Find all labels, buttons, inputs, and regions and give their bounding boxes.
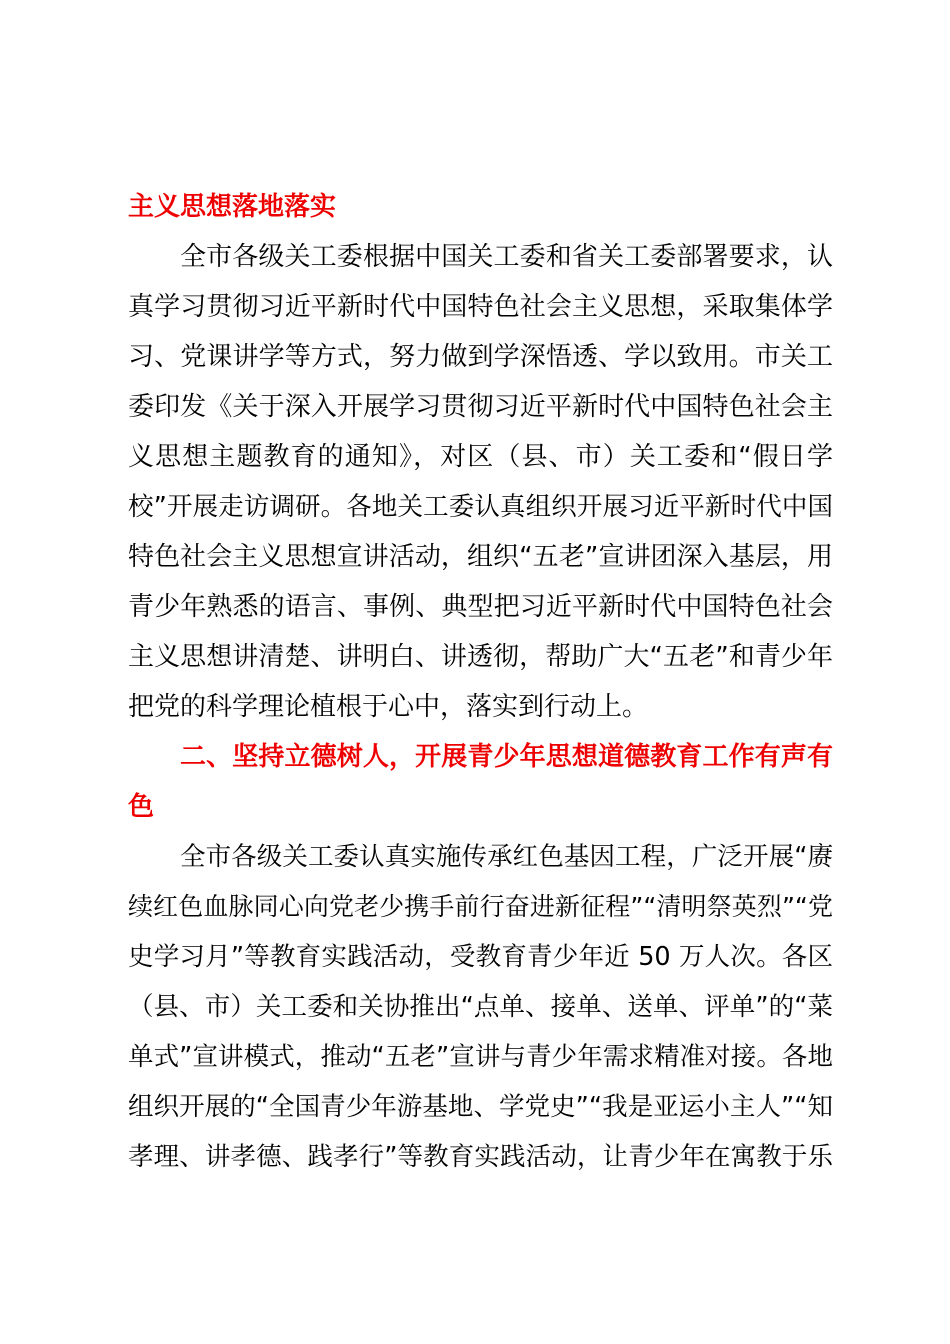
paragraph-line: 史学习月”等教育实践活动，受教育青少年近 50 万人次。各区 bbox=[128, 942, 833, 972]
paragraph-line: （县、市）关工委和关协推出“点单、接单、送单、评单”的“菜 bbox=[128, 992, 833, 1022]
paragraph-line: 主义思想讲清楚、讲明白、讲透彻，帮助广大“五老”和青少年 bbox=[128, 642, 833, 672]
paragraph-line: 全市各级关工委认真实施传承红色基因工程，广泛开展“赓 bbox=[180, 842, 833, 872]
section-heading: 色 bbox=[128, 792, 155, 822]
paragraph-line: 单式”宣讲模式，推动“五老”宣讲与青少年需求精准对接。各地 bbox=[128, 1042, 833, 1072]
paragraph-line: 孝理、讲孝德、践孝行”等教育实践活动，让青少年在寓教于乐 bbox=[128, 1142, 833, 1172]
paragraph-line: 特色社会主义思想宣讲活动，组织“五老”宣讲团深入基层，用 bbox=[128, 542, 833, 572]
paragraph-line: 青少年熟悉的语言、事例、典型把习近平新时代中国特色社会 bbox=[128, 592, 833, 622]
paragraph-line: 义思想主题教育的通知》，对区（县、市）关工委和“假日学 bbox=[128, 442, 833, 472]
continued-heading: 主义思想落地落实 bbox=[128, 192, 337, 222]
paragraph-line: 组织开展的“全国青少年游基地、学党史”“我是亚运小主人”“知 bbox=[128, 1092, 833, 1122]
paragraph-line: 续红色血脉同心向党老少携手前行奋进新征程”“清明祭英烈”“党 bbox=[128, 892, 833, 921]
paragraph-line: 全市各级关工委根据中国关工委和省关工委部署要求，认 bbox=[180, 242, 833, 272]
section-heading: 二、坚持立德树人，开展青少年思想道德教育工作有声有 bbox=[180, 742, 833, 772]
paragraph-line: 校”开展走访调研。各地关工委认真组织开展习近平新时代中国 bbox=[128, 492, 833, 522]
paragraph-line: 习、党课讲学等方式，努力做到学深悟透、学以致用。市关工 bbox=[128, 342, 833, 372]
paragraph-line: 委印发《关于深入开展学习贯彻习近平新时代中国特色社会主 bbox=[128, 392, 833, 422]
paragraph-line: 真学习贯彻习近平新时代中国特色社会主义思想，采取集体学 bbox=[128, 292, 833, 322]
paragraph-line: 把党的科学理论植根于心中，落实到行动上。 bbox=[128, 692, 649, 722]
